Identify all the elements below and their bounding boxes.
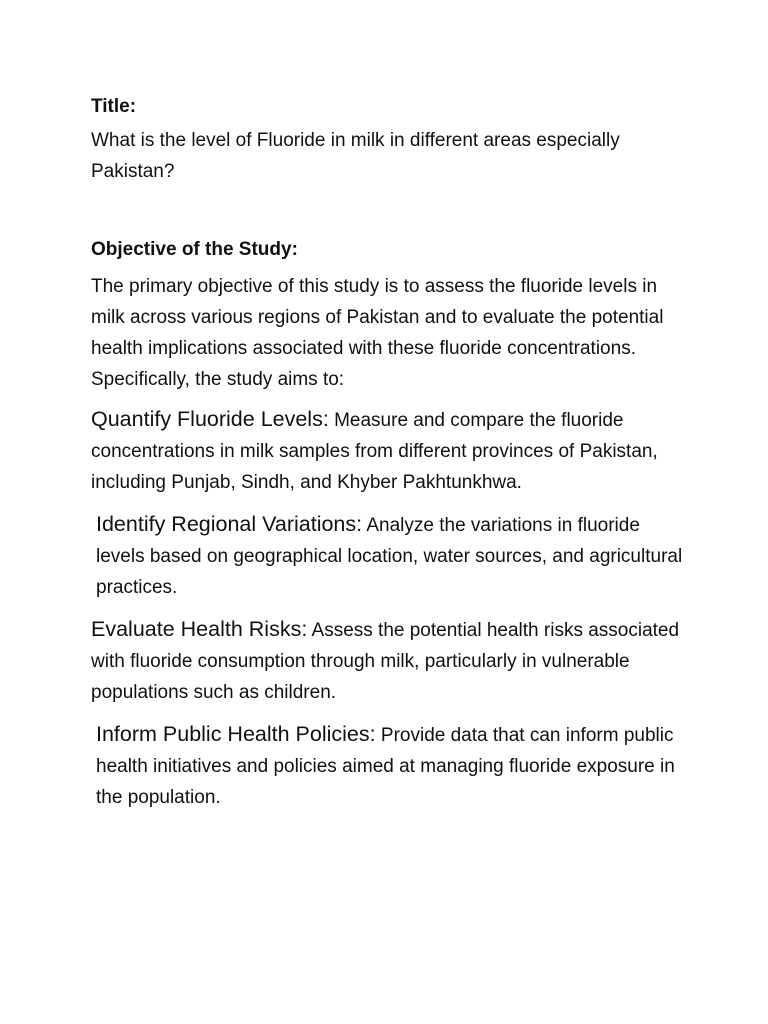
objective-intro: The primary objective of this study is to assess the fluoride levels in milk across various regions of Pakistan and to evaluate the potential health implications associated with these fluoride concentrations. Specifically, the study aims to: xyxy=(91,276,664,390)
aim-text: Provide data that can inform public health initiatives and policies aimed at managing fluoride exposure in the population. xyxy=(96,725,675,808)
aim-evaluate-health-risks xyxy=(91,614,691,708)
aim-text: Analyze the variations in fluoride levels based on geographical location, water sources, and agricultural practices. xyxy=(96,515,683,598)
objective-heading: Objective of the Study: xyxy=(91,239,298,260)
aim-text: Assess the potential health risks associated with fluoride consumption through milk, particularly in vulnerable populations such as children. xyxy=(91,620,680,703)
aim-label: Evaluate Health Risks: xyxy=(91,617,308,641)
title-text: What is the level of Fluoride in milk in different areas especially Pakistan? xyxy=(91,130,620,182)
aim-text: Measure and compare the fluoride concentrations in milk samples from different provinces of Pakistan, including Punjab, Sindh, and Khyber Pakhtunkhwa. xyxy=(91,410,658,493)
document-body xyxy=(91,94,691,824)
aim-label: Quantify Fluoride Levels: xyxy=(91,407,329,431)
aim-inform-public-health-policies xyxy=(91,719,691,813)
aim-label: Inform Public Health Policies: xyxy=(96,722,376,746)
title-heading: Title: xyxy=(91,96,137,117)
aim-identify-regional-variations xyxy=(91,509,691,603)
aim-quantify-fluoride-levels xyxy=(91,404,691,498)
aim-label: Identify Regional Variations: xyxy=(96,512,363,536)
